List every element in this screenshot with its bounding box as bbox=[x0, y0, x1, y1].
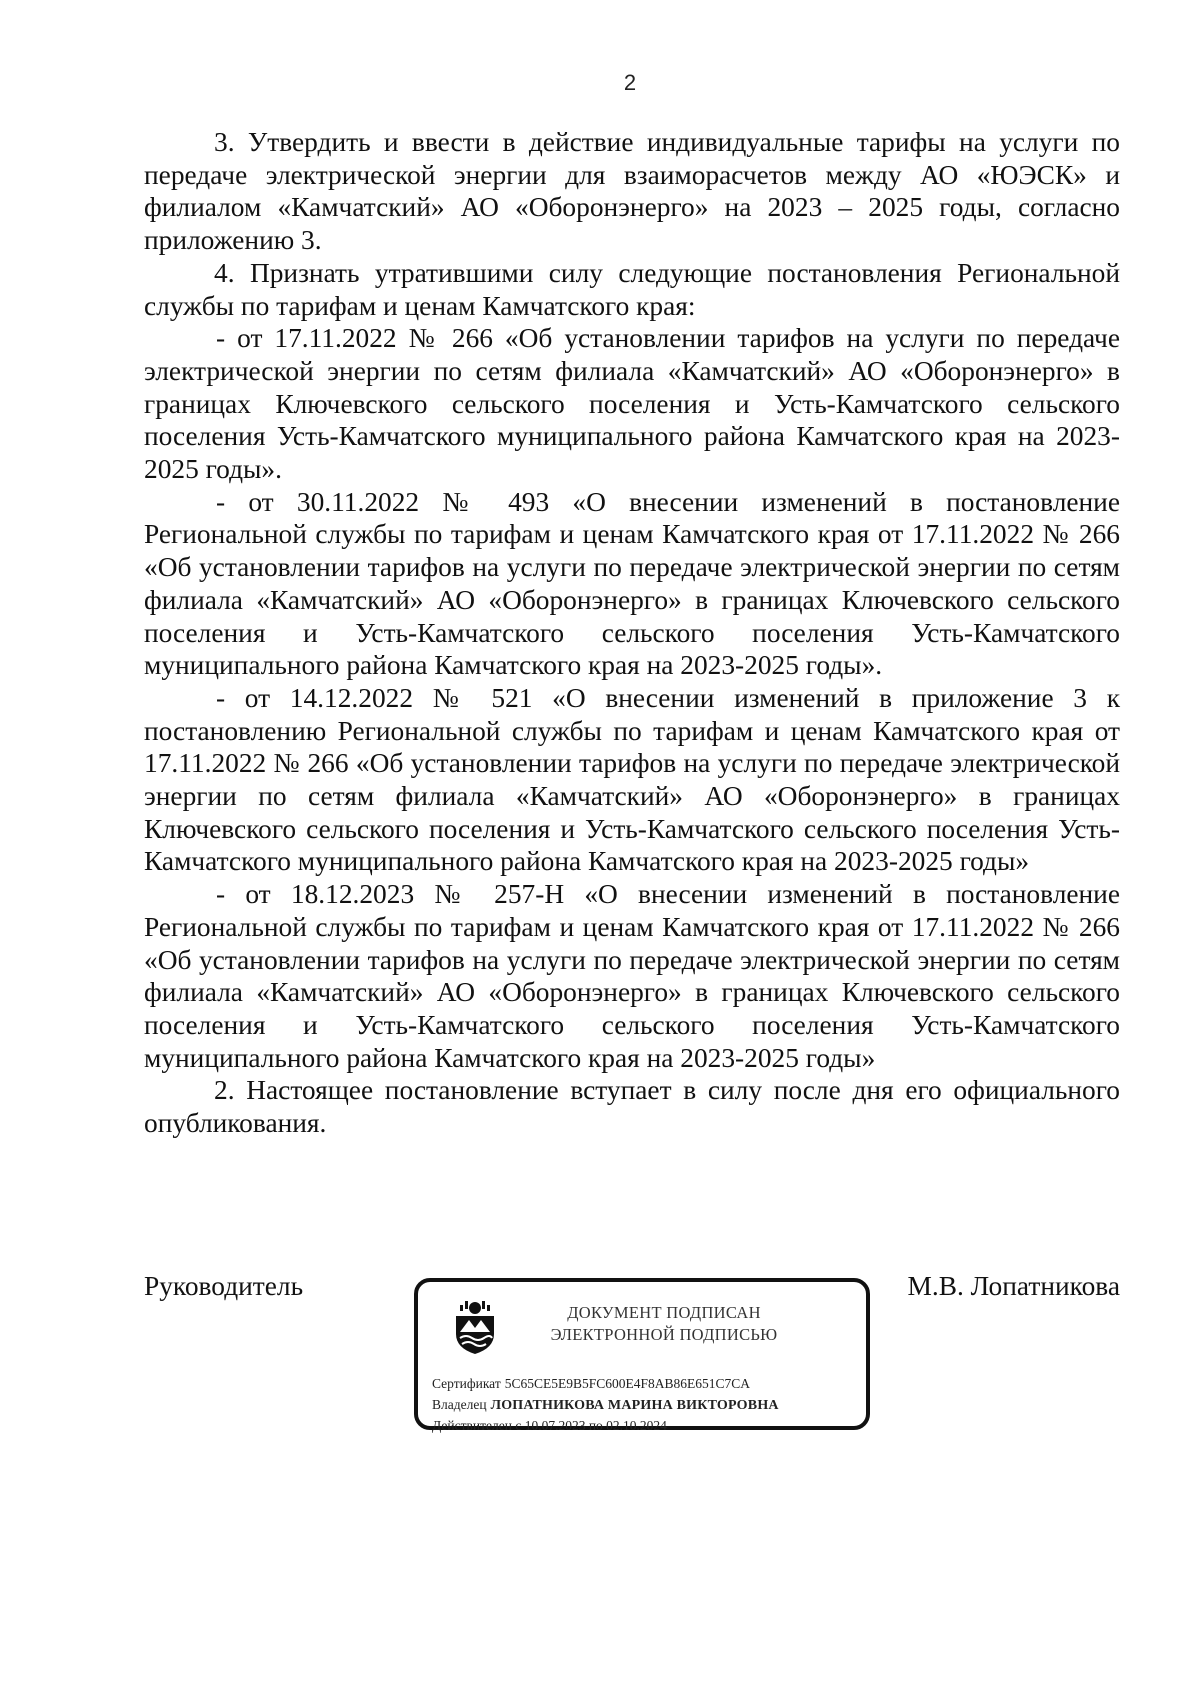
stamp-validity bbox=[432, 1418, 667, 1434]
paragraph-item-3: 3. Утвердить и ввести в действие индивидуальные тарифы на услуги по передаче электрической энергии для взаиморасчетов между АО «ЮЭСК» и филиалом «Камчатский» АО «Оборонэнерго» на 2023 – 2025 годы, согласно приложению 3. bbox=[144, 127, 1120, 256]
repealed-resolution-266: - от 17.11.2022 № 266 «Об установлении тарифов на услуги по передаче электрической энергии по сетям филиала «Камчатский» АО «Оборонэнерго» в границах Ключевского сельского поселения и Усть-Камчатского сельского поселения Усть-Камчатского муниципального района Камчатского края на 2023-2025 годы». bbox=[144, 323, 1120, 485]
repealed-resolution-521: - от 14.12.2022 № 521 «О внесении изменений в приложение 3 к постановлению Региональной службы по тарифам и ценам Камчатского края от 17.11.2022 № 266 «Об установлении тарифов на услуги по передаче электрической энергии по сетям филиала «Камчатский» АО «Оборонэнерго» в границах Ключевского сельского поселения и Усть-Камчатского сельского поселения Усть-Камчатского муниципального района Камчатского края на 2023-2025 годы» bbox=[144, 682, 1120, 877]
resolution-body bbox=[144, 126, 1120, 1140]
stamp-title-line-2: ЭЛЕКТРОННОЙ ПОДПИСЬЮ bbox=[550, 1325, 778, 1344]
kamchatka-coat-of-arms-icon bbox=[452, 1296, 498, 1356]
paragraph-item-4: 4. Признать утратившими силу следующие постановления Региональной службы по тарифам и ценам Камчатского края: bbox=[144, 257, 1120, 321]
stamp-certificate bbox=[432, 1376, 750, 1392]
stamp-certificate-label: Сертификат bbox=[432, 1376, 501, 1391]
stamp-validity-to: 02.10.2024 bbox=[606, 1418, 667, 1433]
paragraph-entry-into-force: 2. Настоящее постановление вступает в силу после дня его официального опубликования. bbox=[144, 1075, 1120, 1139]
signatory-position: Руководитель bbox=[144, 1271, 304, 1301]
electronic-signature-stamp bbox=[414, 1278, 870, 1433]
stamp-owner-value: ЛОПАТНИКОВА МАРИНА ВИКТОРОВНА bbox=[490, 1398, 779, 1413]
stamp-title bbox=[514, 1302, 814, 1346]
stamp-validity-to-word: по bbox=[588, 1418, 603, 1433]
stamp-validity-from-word: с bbox=[515, 1418, 522, 1433]
stamp-owner bbox=[432, 1397, 779, 1414]
stamp-certificate-value: 5C65CE5E9B5FC600E4F8AB86E651C7CA bbox=[504, 1376, 751, 1391]
page-number: 2 bbox=[623, 70, 637, 95]
stamp-owner-label: Владелец bbox=[432, 1397, 487, 1412]
repealed-resolution-493: - от 30.11.2022 № 493 «О внесении изменений в постановление Региональной службы по тарифам и ценам Камчатского края от 17.11.2022 № 266 «Об установлении тарифов на услуги по передаче электрической энергии по сетям филиала «Камчатский» АО «Оборонэнерго» в границах Ключевского сельского поселения и Усть-Камчатского сельского поселения Усть-Камчатского муниципального района Камчатского края на 2023-2025 годы». bbox=[144, 486, 1120, 681]
stamp-title-line-1: ДОКУМЕНТ ПОДПИСАН bbox=[567, 1303, 761, 1322]
stamp-validity-from: 10.07.2023 bbox=[524, 1418, 586, 1433]
stamp-validity-label: Действителен bbox=[432, 1418, 512, 1433]
signatory-name: М.В. Лопатникова bbox=[907, 1271, 1120, 1301]
repealed-resolution-257n: - от 18.12.2023 № 257-Н «О внесении изменений в постановление Региональной службы по тарифам и ценам Камчатского края от 17.11.2022 № 266 «Об установлении тарифов на услуги по передаче электрической энергии по сетям филиала «Камчатский» АО «Оборонэнерго» в границах Ключевского сельского поселения и Усть-Камчатского сельского поселения Усть-Камчатского муниципального района Камчатского края на 2023-2025 годы» bbox=[144, 879, 1120, 1073]
